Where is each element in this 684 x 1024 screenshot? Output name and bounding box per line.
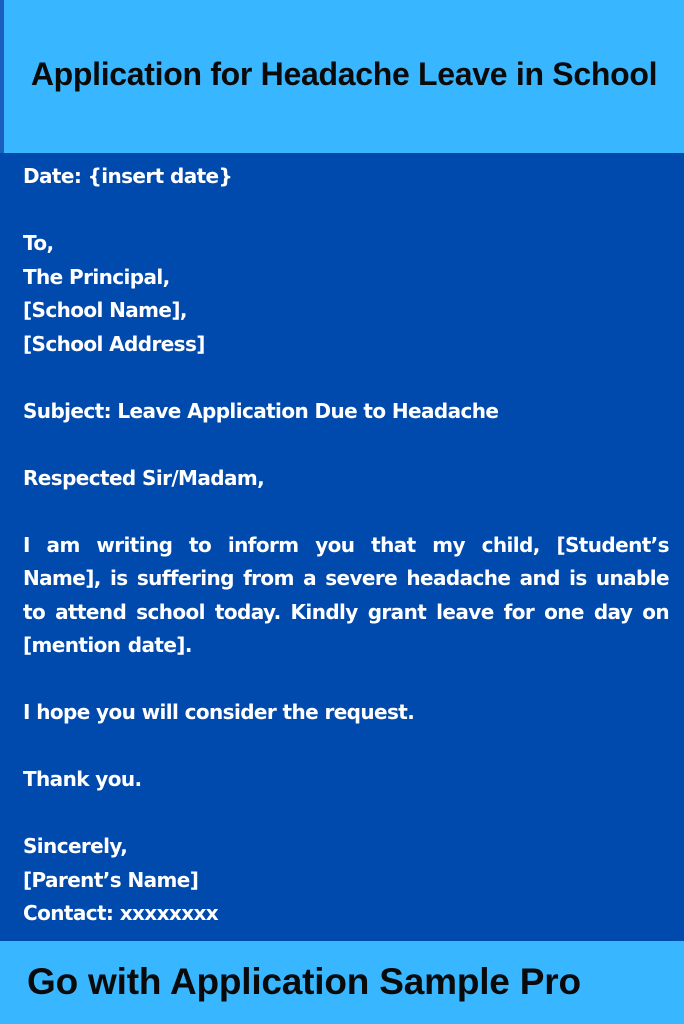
letter-recipient: The Principal,: [23, 264, 170, 289]
letter-school-name: [School Name],: [23, 298, 187, 322]
spacer: [23, 428, 669, 462]
spacer: [23, 730, 669, 764]
letter-parent-name: [Parent’s Name]: [23, 867, 199, 892]
letter-closing: Sincerely,: [23, 834, 128, 858]
page-title: Application for Headache Leave in School: [30, 56, 658, 92]
letter-subject: Subject: Leave Application Due to Headache: [23, 398, 499, 423]
letter-body: [23, 160, 669, 931]
footer-brand-text: Go with Application Sample Pro: [27, 961, 581, 1002]
letter-body-paragraph: I am writing to inform you that my child, [Student’s Name], is suffering from a severe headache and is unable to attend school today. Kindly grant leave for one day on [mention date].: [23, 532, 669, 657]
spacer: [23, 495, 669, 529]
spacer: [23, 797, 669, 831]
letter-contact: Contact: xxxxxxxx: [23, 901, 219, 925]
letter-date: Date: {insert date}: [23, 164, 233, 188]
letter-salutation: Respected Sir/Madam,: [23, 465, 265, 490]
letter-school-address: [School Address]: [23, 331, 205, 356]
spacer: [23, 361, 669, 395]
letter-to: To,: [23, 231, 54, 255]
header-banner: [0, 0, 684, 153]
letter-hope: I hope you will consider the request.: [23, 700, 415, 724]
spacer: [23, 194, 669, 228]
footer-banner: [0, 941, 684, 1024]
spacer: [23, 663, 669, 697]
letter-thanks: Thank you.: [23, 767, 142, 791]
